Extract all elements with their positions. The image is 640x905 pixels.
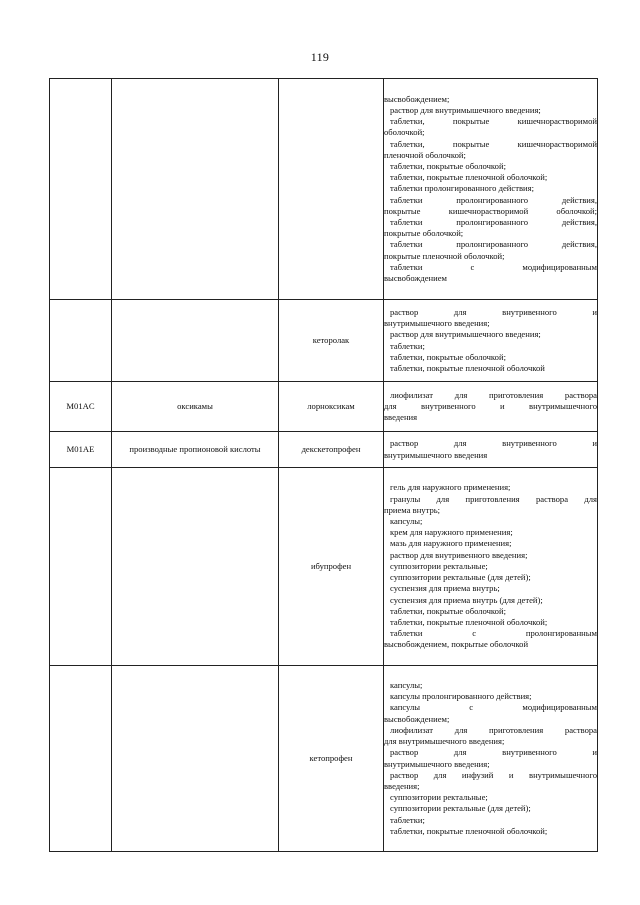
- group-cell: [112, 79, 279, 300]
- dosage-form-line: высвобождением;: [384, 93, 450, 104]
- dosage-form-line: суспензия для приема внутрь;: [390, 583, 500, 594]
- table-row: [50, 468, 598, 666]
- table-body: [50, 79, 598, 852]
- dosage-form-line: пленочной оболочкой;: [384, 149, 466, 160]
- group-cell: [112, 666, 279, 852]
- dosage-form-line: высвобождением: [384, 273, 447, 284]
- dosage-form-line: капсулы;: [390, 680, 423, 691]
- dosage-form-line: раствор для внутримышечного введения;: [390, 104, 541, 115]
- table-row: [50, 666, 598, 852]
- dosage-form-line: таблетки, покрытые пленочной оболочкой;: [390, 616, 548, 627]
- dosage-form-line: таблетки, покрытые кишечнорастворимой: [390, 116, 597, 127]
- drug-name-cell: кеторолак: [279, 300, 384, 382]
- dosage-forms-cell: [384, 79, 598, 300]
- dosage-form-line: раствор для инфузий и внутримышечного: [390, 769, 597, 780]
- atc-code-cell: [50, 468, 112, 666]
- table-row: [50, 432, 598, 468]
- group-cell: [112, 468, 279, 666]
- atc-code-cell: [50, 300, 112, 382]
- dosage-form-line: таблетки, покрытые пленочной оболочкой;: [390, 172, 548, 183]
- atc-code-cell: [50, 666, 112, 852]
- dosage-form-line: суппозитории ректальные;: [390, 792, 488, 803]
- dosage-form-line: таблетки;: [390, 814, 425, 825]
- dosage-forms-cell: [384, 666, 598, 852]
- drug-table: [49, 78, 598, 852]
- dosage-form-line: суппозитории ректальные (для детей);: [390, 803, 531, 814]
- dosage-form-line: таблетки пролонгированного действия,: [390, 194, 597, 205]
- atc-code-cell: M01AE: [50, 432, 112, 468]
- dosage-forms-cell: [384, 382, 598, 432]
- dosage-form-line: гель для наружного применения;: [390, 482, 511, 493]
- dosage-form-line: капсулы с модифицированным: [390, 702, 597, 713]
- dosage-form-line: покрытые оболочкой;: [384, 228, 464, 239]
- dosage-forms-cell: [384, 300, 598, 382]
- atc-code-cell: M01AC: [50, 382, 112, 432]
- drug-name-cell: кетопрофен: [279, 666, 384, 852]
- group-cell: [112, 300, 279, 382]
- dosage-form-line: таблетки с модифицированным: [390, 261, 597, 272]
- dosage-form-line: таблетки пролонгированного действия,: [390, 217, 597, 227]
- dosage-form-line: введения;: [384, 780, 420, 791]
- dosage-form-line: внутримышечного введения;: [384, 758, 490, 769]
- group-cell: оксикамы: [112, 382, 279, 432]
- table-row: [50, 382, 598, 432]
- dosage-form-line: приема внутрь;: [384, 504, 441, 515]
- dosage-form-line: таблетки, покрытые оболочкой;: [390, 160, 506, 171]
- dosage-form-line: таблетки, покрытые кишечнорастворимой: [390, 138, 597, 149]
- dosage-form-line: оболочкой;: [384, 127, 425, 138]
- dosage-form-line: суппозитории ректальные;: [390, 560, 488, 571]
- dosage-form-line: крем для наружного применения;: [390, 527, 513, 538]
- dosage-form-line: раствор для внутривенного и: [390, 306, 597, 317]
- dosage-form-line: суспензия для приема внутрь (для детей);: [390, 594, 543, 605]
- dosage-form-line: мазь для наружного применения;: [390, 538, 512, 549]
- dosage-form-line: таблетки пролонгированного действия;: [390, 183, 534, 194]
- dosage-form-line: раствор для внутривенного и: [390, 747, 597, 758]
- dosage-form-line: таблетки, покрытые пленочной оболочкой: [390, 362, 545, 373]
- dosage-form-line: высвобождением, покрытые оболочкой: [384, 639, 529, 650]
- dosage-form-line: таблетки с пролонгированным: [390, 628, 597, 639]
- dosage-form-line: покрытые пленочной оболочкой;: [384, 250, 505, 261]
- dosage-form-line: раствор для внутривенного введения;: [390, 549, 528, 560]
- dosage-forms-cell: [384, 432, 598, 468]
- dosage-form-line: гранулы для приготовления раствора для: [390, 493, 597, 504]
- dosage-form-line: таблетки пролонгированного действия,: [390, 239, 597, 250]
- dosage-form-line: раствор для внутримышечного введения;: [390, 329, 541, 340]
- dosage-form-line: таблетки;: [390, 340, 425, 351]
- table-row: [50, 79, 598, 300]
- dosage-form-line: внутримышечного введения: [384, 449, 488, 460]
- page-number: 119: [310, 50, 330, 64]
- drug-name-cell: лорноксикам: [279, 382, 384, 432]
- table-row: [50, 300, 598, 382]
- dosage-form-line: покрытые кишечнорастворимой оболочкой;: [384, 205, 597, 216]
- dosage-form-line: для внутривенного и внутримышечного: [384, 400, 597, 411]
- dosage-form-line: капсулы;: [390, 516, 423, 527]
- dosage-form-line: введения: [384, 412, 418, 423]
- dosage-form-line: раствор для внутривенного и: [390, 438, 597, 449]
- dosage-form-line: внутримышечного введения;: [384, 318, 490, 329]
- dosage-form-line: таблетки, покрытые оболочкой;: [390, 605, 506, 616]
- dosage-form-line: лиофилизат для приготовления раствора: [390, 389, 597, 400]
- drug-name-cell: [279, 79, 384, 300]
- dosage-form-line: для внутримышечного введения;: [384, 736, 505, 747]
- dosage-form-line: таблетки, покрытые оболочкой;: [390, 351, 506, 362]
- atc-code-cell: [50, 79, 112, 300]
- dosage-form-line: лиофилизат для приготовления раствора: [390, 724, 597, 735]
- dosage-form-line: капсулы пролонгированного действия;: [390, 691, 532, 702]
- dosage-forms-cell: [384, 468, 598, 666]
- dosage-form-line: суппозитории ректальные (для детей);: [390, 572, 531, 583]
- drug-name-cell: декскетопрофен: [279, 432, 384, 468]
- dosage-form-line: высвобождением;: [384, 713, 450, 724]
- group-cell: производные пропионовой кислоты: [112, 432, 279, 468]
- dosage-form-line: таблетки, покрытые пленочной оболочкой;: [390, 825, 548, 836]
- drug-name-cell: ибупрофен: [279, 468, 384, 666]
